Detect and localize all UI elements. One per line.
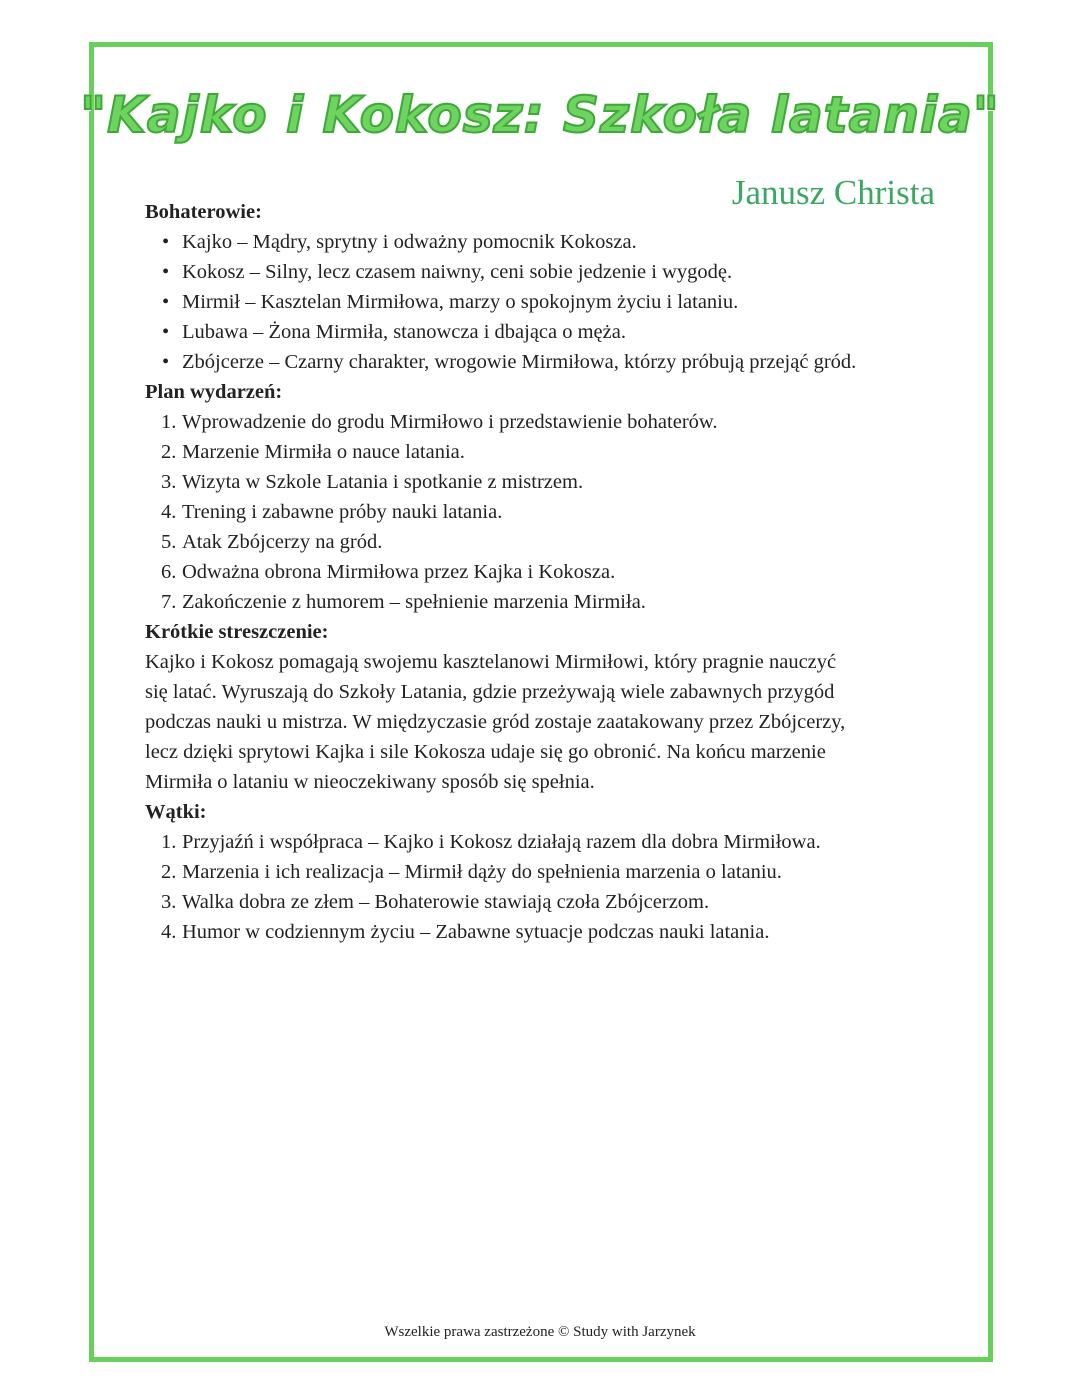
list-item-text: Zbójcerze – Czarny charakter, wrogowie Mirmiłowa, którzy próbują przejąć gród. — [182, 351, 857, 373]
summary-line: podczas nauki u mistrza. W międzyczasie gród zostaje zaatakowany przez Zbójcerzy, — [145, 711, 846, 733]
themes-heading: Wątki: — [145, 801, 207, 823]
list-number: 6. — [161, 561, 177, 583]
list-item-text: Wprowadzenie do grodu Mirmiłowo i przedstawienie bohaterów. — [182, 411, 718, 433]
summary-line: lecz dzięki sprytowi Kajka i sile Kokosza udaje się go obronić. Na końcu marzenie — [145, 741, 826, 763]
list-item — [162, 227, 945, 257]
list-number: 2. — [161, 441, 177, 463]
list-item-text: Przyjaźń i współpraca – Kajko i Kokosz działają razem dla dobra Mirmiłowa. — [182, 831, 821, 853]
page-title: "Kajko i Kokosz: Szkoła latania" — [80, 86, 1000, 144]
list-item — [162, 257, 945, 287]
heroes-heading: Bohaterowie: — [145, 201, 262, 223]
bullet-icon: • — [162, 291, 170, 313]
list-item — [161, 437, 945, 467]
summary-line: Mirmiła o lataniu w nieoczekiwany sposób się spełnia. — [145, 771, 595, 793]
list-item-text: Marzenia i ich realizacja – Mirmił dąży do spełnienia marzenia o lataniu. — [182, 861, 782, 883]
summary-paragraph — [145, 647, 945, 797]
list-number: 4. — [161, 921, 177, 943]
list-item — [161, 407, 945, 437]
bullet-icon: • — [162, 261, 170, 283]
list-item-text: Mirmił – Kasztelan Mirmiłowa, marzy o spokojnym życiu i lataniu. — [182, 291, 739, 313]
list-number: 3. — [161, 471, 177, 493]
summary-heading: Krótkie streszczenie: — [145, 621, 329, 643]
list-item-text: Kokosz – Silny, lecz czasem naiwny, ceni sobie jedzenie i wygodę. — [182, 261, 733, 283]
list-item-text: Odważna obrona Mirmiłowa przez Kajka i Kokosza. — [182, 561, 616, 583]
list-item-text: Lubawa – Żona Mirmiła, stanowcza i dbająca o męża. — [182, 321, 626, 343]
plan-list — [145, 407, 945, 617]
list-number: 1. — [161, 831, 177, 853]
list-item — [161, 827, 945, 857]
list-number: 5. — [161, 531, 177, 553]
bullet-icon: • — [162, 321, 170, 343]
themes-list — [145, 827, 945, 947]
author-name: Janusz Christa — [731, 173, 935, 212]
list-item — [161, 587, 945, 617]
list-number: 3. — [161, 891, 177, 913]
list-item-text: Trening i zabawne próby nauki latania. — [182, 501, 503, 523]
list-item — [162, 317, 945, 347]
list-item — [161, 557, 945, 587]
list-item — [161, 857, 945, 887]
list-item-text: Atak Zbójcerzy na gród. — [182, 531, 383, 553]
summary-line: się latać. Wyruszają do Szkoły Latania, gdzie przeżywają wiele zabawnych przygód — [145, 681, 835, 703]
copyright-footer: Wszelkie prawa zastrzeżone © Study with Jarzynek — [384, 1324, 696, 1340]
list-item-text: Wizyta w Szkole Latania i spotkanie z mistrzem. — [182, 471, 584, 493]
document-body — [145, 197, 945, 947]
list-item — [161, 887, 945, 917]
list-number: 4. — [161, 501, 177, 523]
list-item — [161, 527, 945, 557]
list-item-text: Marzenie Mirmiła o nauce latania. — [182, 441, 465, 463]
list-item — [162, 347, 945, 377]
list-item — [161, 917, 945, 947]
list-number: 1. — [161, 411, 177, 433]
list-item — [161, 467, 945, 497]
bullet-icon: • — [162, 351, 170, 373]
list-item-text: Walka dobra ze złem – Bohaterowie stawiają czoła Zbójcerzom. — [182, 891, 710, 913]
plan-heading: Plan wydarzeń: — [145, 381, 283, 403]
heroes-list — [145, 227, 945, 377]
list-item-text: Zakończenie z humorem – spełnienie marzenia Mirmiła. — [182, 591, 646, 613]
bullet-icon: • — [162, 231, 170, 253]
list-number: 7. — [161, 591, 177, 613]
list-number: 2. — [161, 861, 177, 883]
list-item-text: Humor w codziennym życiu – Zabawne sytuacje podczas nauki latania. — [182, 921, 770, 943]
list-item — [162, 287, 945, 317]
list-item — [161, 497, 945, 527]
summary-line: Kajko i Kokosz pomagają swojemu kasztelanowi Mirmiłowi, który pragnie nauczyć — [145, 651, 837, 673]
list-item-text: Kajko – Mądry, sprytny i odważny pomocnik Kokosza. — [182, 231, 637, 253]
